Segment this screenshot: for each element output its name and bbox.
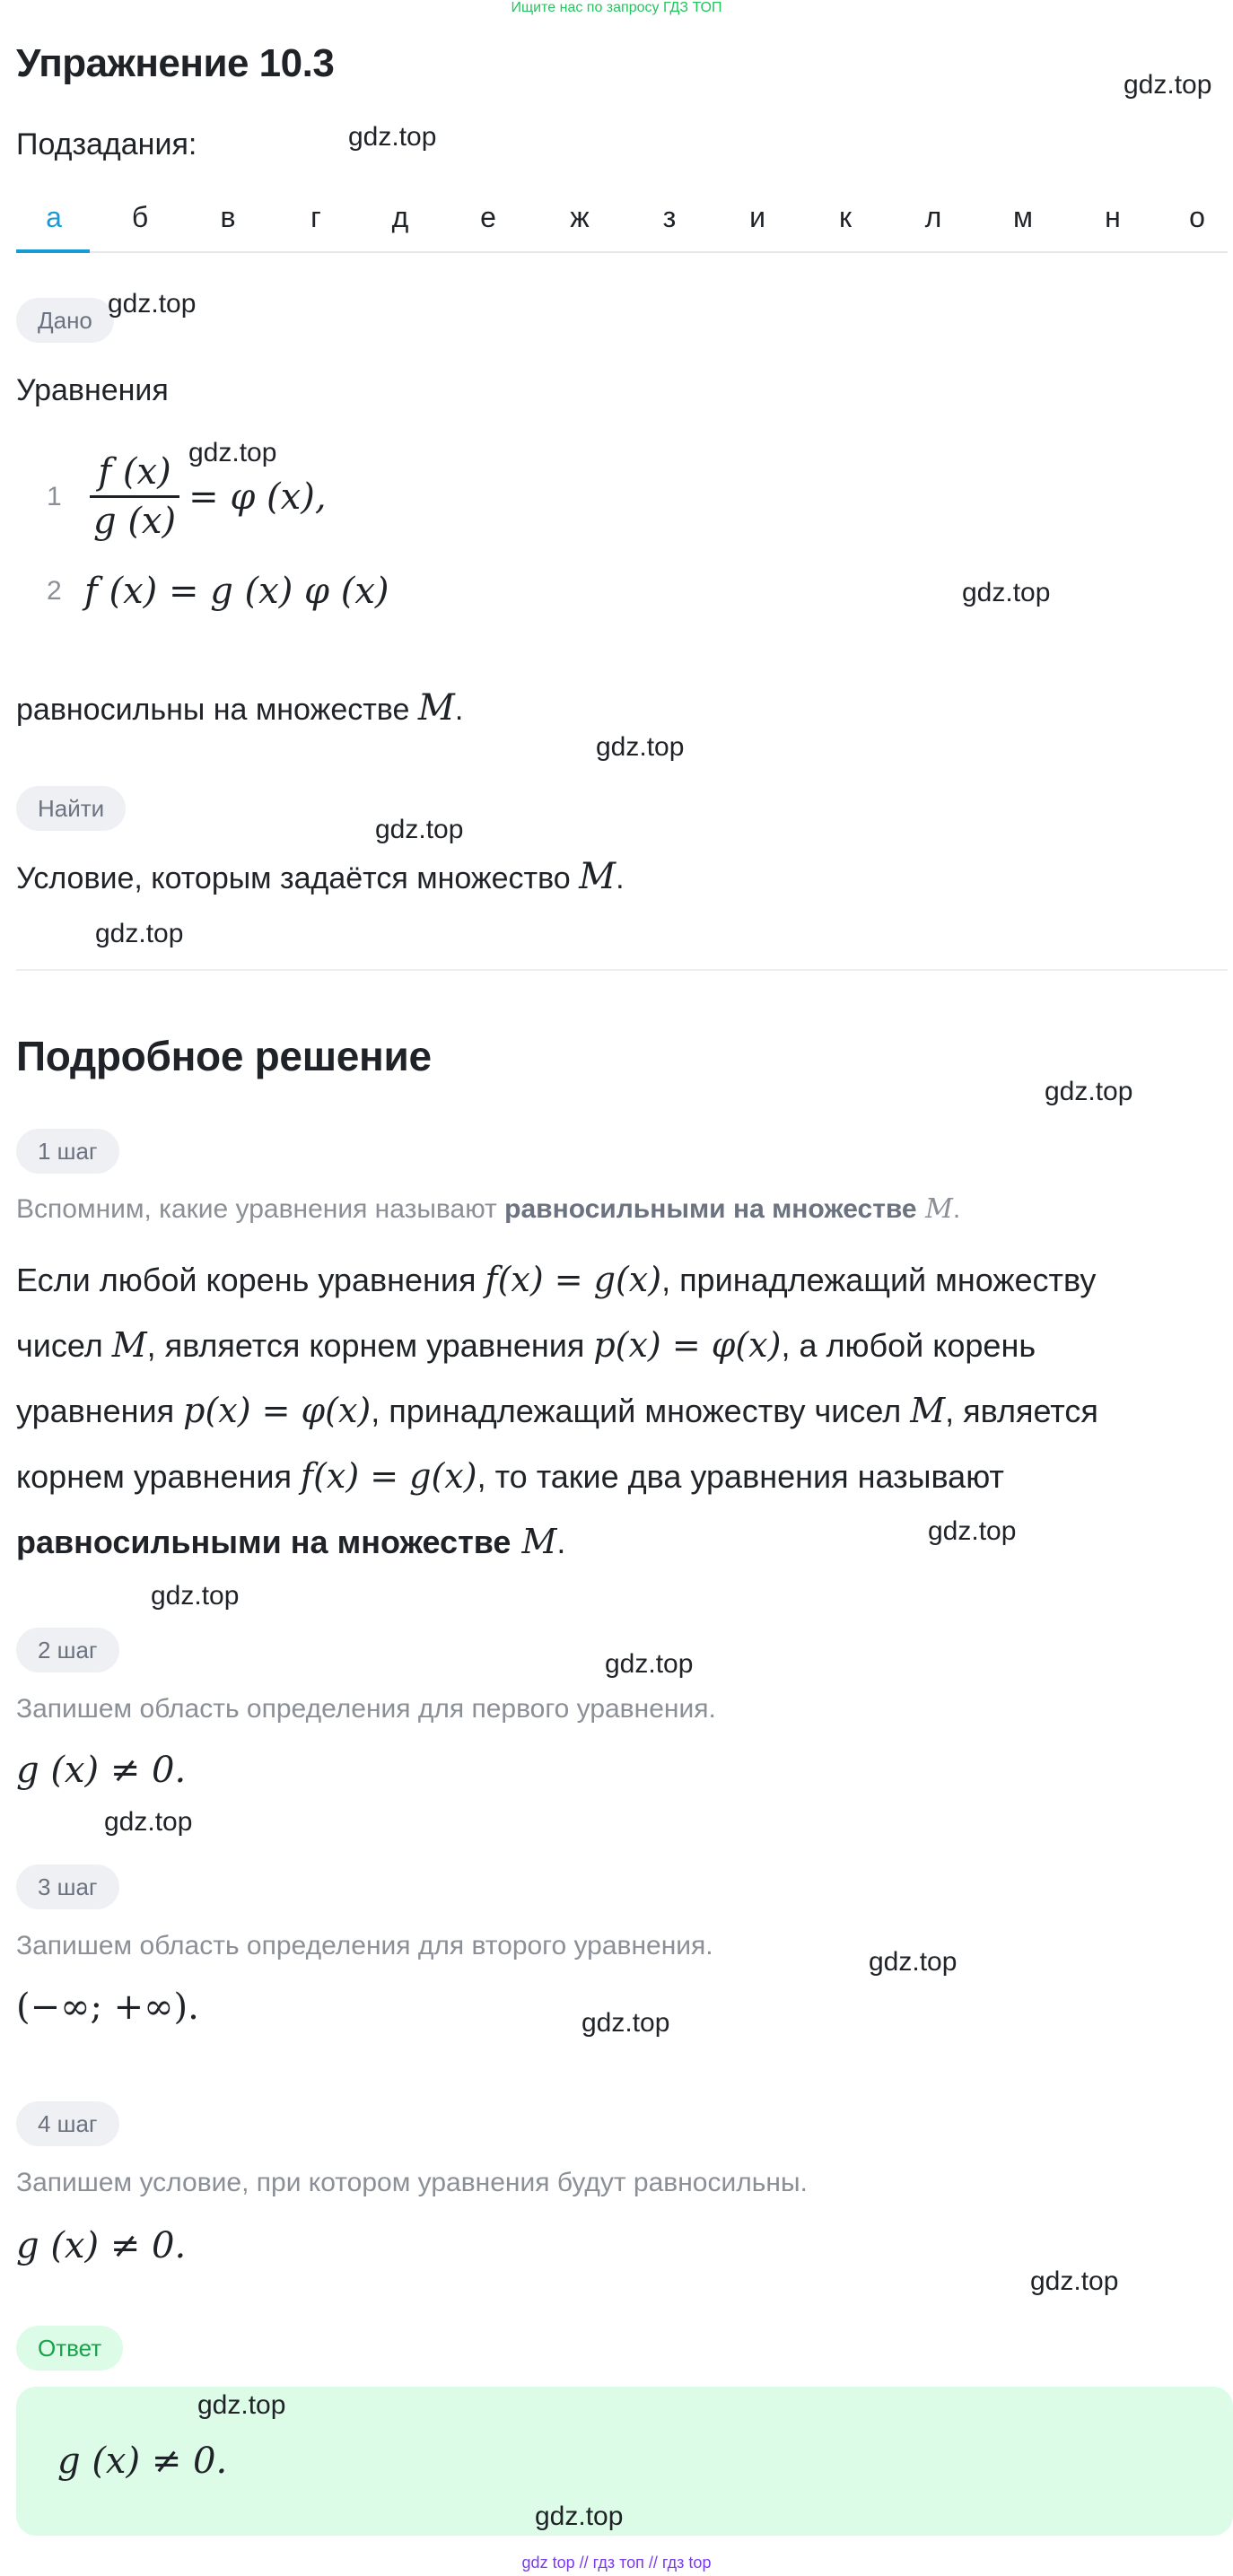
fraction-denominator: g (x) xyxy=(93,501,177,542)
step-2-text: Запишем область определения для первого уравнения. xyxy=(16,1694,716,1724)
tab-z[interactable]: з xyxy=(662,201,677,233)
tab-d[interactable]: д xyxy=(391,201,409,233)
step-4-pill: 4 шаг xyxy=(16,2101,119,2146)
watermark: gdz.top xyxy=(104,1807,193,1837)
math: p(x) = φ(x) xyxy=(183,1391,372,1430)
active-tab-indicator xyxy=(16,249,90,253)
text: , является корнем уравнения xyxy=(146,1327,594,1364)
watermark: gdz.top xyxy=(869,1947,958,1977)
watermark: gdz.top xyxy=(1030,2266,1119,2296)
find-var: M xyxy=(579,856,616,897)
subtasks-label: Подзадания: xyxy=(16,127,197,162)
tab-zh[interactable]: ж xyxy=(570,201,590,233)
watermark: gdz.top xyxy=(535,2502,624,2531)
watermark: gdz.top xyxy=(375,815,464,844)
definition-line-3 xyxy=(16,1378,1210,1444)
answer-formula: g (x) ≠ 0. xyxy=(57,2441,228,2482)
page-title: Упражнение 10.3 xyxy=(16,41,335,85)
equation-2-number: 2 xyxy=(47,576,62,606)
definition-line-4 xyxy=(16,1444,1210,1509)
step-1-intro-var: M xyxy=(916,1193,953,1225)
text: Если любой корень уравнения xyxy=(16,1262,485,1298)
subtask-tabs xyxy=(16,190,1228,253)
text: чисел xyxy=(16,1327,112,1364)
watermark: gdz.top xyxy=(197,2390,286,2420)
top-banner: Ищите нас по запросу ГДЗ ТОП xyxy=(511,0,722,15)
step-2-pill: 2 шаг xyxy=(16,1628,119,1672)
fraction-numerator: f (x) xyxy=(98,451,171,493)
step-2-formula: g (x) ≠ 0. xyxy=(16,1750,187,1791)
tab-n[interactable]: н xyxy=(1105,201,1121,233)
math: f(x) = g(x) xyxy=(485,1260,662,1299)
watermark: gdz.top xyxy=(108,289,197,319)
watermark: gdz.top xyxy=(605,1649,694,1679)
find-pill: Найти xyxy=(16,786,126,831)
conclusion-text: равносильны на множестве xyxy=(16,693,418,727)
watermark: gdz.top xyxy=(188,438,277,467)
given-pill: Дано xyxy=(16,298,114,343)
equation-1-rhs: = φ (x), xyxy=(188,476,327,518)
find-text-body: Условие, которым задаётся множество xyxy=(16,861,580,895)
watermark: gdz.top xyxy=(1045,1077,1133,1106)
math: p(x) = φ(x) xyxy=(593,1325,782,1365)
tab-o[interactable]: о xyxy=(1189,201,1205,233)
given-heading: Уравнения xyxy=(16,373,169,407)
watermark: gdz.top xyxy=(95,919,184,948)
definition-line-1 xyxy=(16,1247,1210,1313)
step-3-text: Запишем область определения для второго уравнения. xyxy=(16,1931,713,1960)
equation-2-formula: f (x) = g (x) φ (x) xyxy=(84,571,389,612)
solution-heading: Подробное решение xyxy=(16,1033,432,1079)
watermark: gdz.top xyxy=(582,2008,670,2038)
answer-pill: Ответ xyxy=(16,2326,123,2371)
math: M xyxy=(910,1391,946,1430)
text: , является xyxy=(945,1393,1098,1429)
step-1-intro xyxy=(16,1193,960,1225)
step-1-intro-text: Вспомним, какие уравнения называют xyxy=(16,1194,505,1224)
step-1-intro-end: . xyxy=(952,1194,961,1224)
watermark: gdz.top xyxy=(151,1581,240,1611)
tab-g[interactable]: г xyxy=(310,201,321,233)
step-1-intro-bold: равносильными на множестве xyxy=(504,1194,917,1224)
text: уравнения xyxy=(16,1393,184,1429)
section-divider xyxy=(16,969,1228,971)
equation-1 xyxy=(47,449,327,545)
tab-i[interactable]: и xyxy=(749,201,765,233)
find-text xyxy=(16,856,625,897)
math: f(x) = g(x) xyxy=(301,1456,477,1496)
tab-v[interactable]: в xyxy=(220,201,236,233)
text: . xyxy=(556,1524,566,1560)
watermark: gdz.top xyxy=(928,1516,1017,1546)
text: , принадлежащий множеству xyxy=(661,1262,1097,1298)
definition-line-2 xyxy=(16,1313,1210,1378)
text: , а любой корень xyxy=(781,1327,1036,1364)
tab-e[interactable]: е xyxy=(480,201,496,233)
tab-m[interactable]: м xyxy=(1013,201,1033,233)
tab-a[interactable]: а xyxy=(46,201,62,233)
text: , то такие два уравнения называют xyxy=(477,1458,1004,1495)
step-3-pill: 3 шаг xyxy=(16,1864,119,1909)
equation-2 xyxy=(47,571,389,612)
tab-b[interactable]: б xyxy=(131,201,149,233)
text: корнем уравнения xyxy=(16,1458,302,1495)
text: , принадлежащий множеству чисел xyxy=(371,1393,911,1429)
tab-k[interactable]: к xyxy=(839,201,852,233)
tab-l[interactable]: л xyxy=(924,201,942,233)
equation-1-number: 1 xyxy=(47,481,62,511)
conclusion-var: M xyxy=(417,687,455,729)
footer: gdz top // гдз топ // гдз top xyxy=(521,2554,712,2572)
equation-1-fraction xyxy=(90,449,179,545)
find-end: . xyxy=(616,861,625,895)
bold-text: равносильными на множестве xyxy=(16,1524,512,1560)
watermark: gdz.top xyxy=(962,578,1051,607)
step-1-pill: 1 шаг xyxy=(16,1129,119,1174)
step-4-formula: g (x) ≠ 0. xyxy=(16,2225,187,2266)
step-4-text: Запишем условие, при котором уравнения будут равносильны. xyxy=(16,2168,808,2197)
watermark: gdz.top xyxy=(348,122,437,152)
step-1-definition xyxy=(16,1247,1210,1575)
step-3-formula: (−∞; +∞). xyxy=(16,1987,199,2028)
conclusion-end: . xyxy=(454,693,464,727)
watermark: gdz.top xyxy=(596,732,685,762)
given-conclusion xyxy=(16,687,463,729)
watermark: gdz.top xyxy=(1124,70,1212,100)
math: M xyxy=(511,1522,557,1561)
math: M xyxy=(111,1325,147,1365)
definition-line-5 xyxy=(16,1509,1210,1575)
